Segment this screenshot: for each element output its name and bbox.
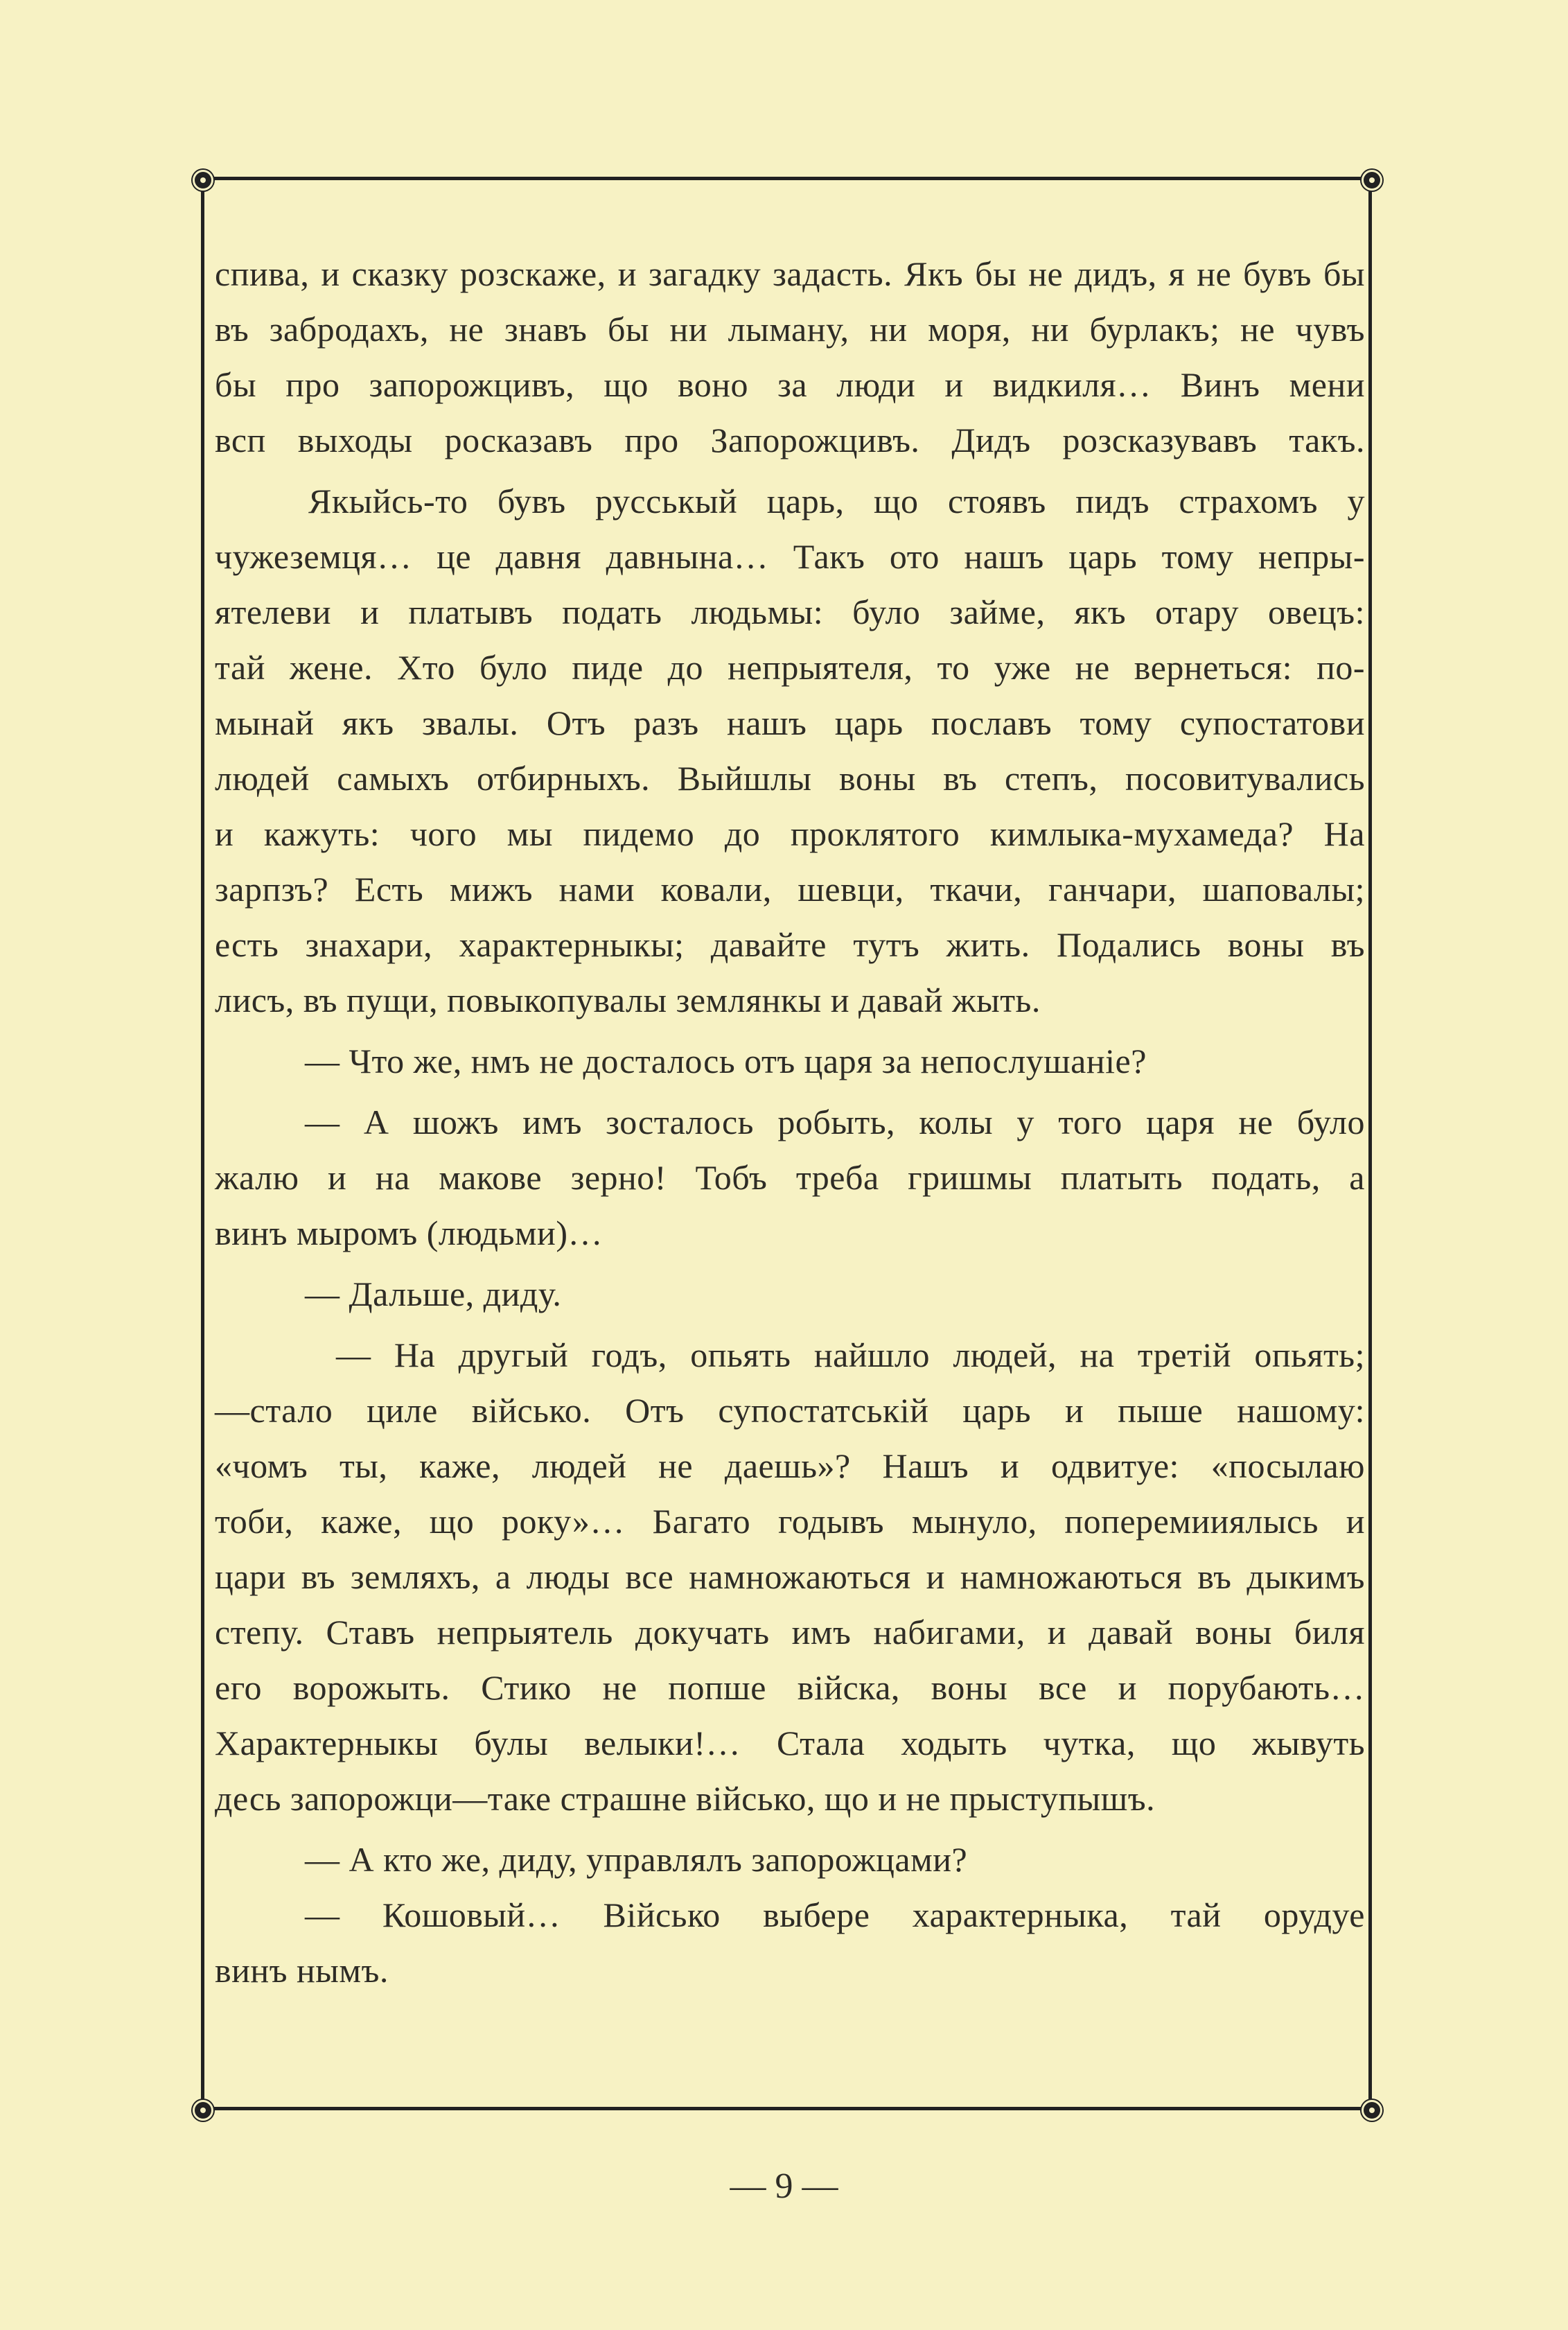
dialog-line [215, 1832, 1365, 1887]
paragraph [215, 1094, 1365, 1261]
text-line: — На другый годъ, опьять найшло людей, на третій опьять; [336, 1335, 1365, 1374]
text-line: есть знахари, характерныкы; давайте тутъ жить. Подались воны въ [215, 925, 1365, 964]
text-line: степу. Ставъ непрыятель докучать имъ набигами, и давай воны биля [215, 1613, 1365, 1652]
top-rule [201, 177, 1372, 180]
text-line: и кажуть: чого мы пидемо до проклятого кимлыка-мухамеда? На [215, 814, 1365, 853]
text-line: Характерныкы булы велыки!… Стала ходыть чутка, що жывуть [215, 1724, 1365, 1762]
text-line: — А шожъ имъ зосталось робыть, колы у того царя не було [305, 1103, 1365, 1141]
corner-ornament-icon [1362, 2100, 1382, 2121]
text-line: — Дальше, диду. [305, 1275, 562, 1313]
corner-ornament-icon [1362, 170, 1382, 191]
corner-ornament-icon [193, 2100, 213, 2121]
text-line: ятелеви и платывъ подать людьмы: було займе, якъ отару овецъ: [215, 593, 1365, 631]
text-line: —стало циле військо. Отъ супостатській царь и пыше нашому: [215, 1391, 1365, 1430]
text-line: въ забродахъ, не знавъ бы ни лыману, ни моря, ни бурлакъ; не чувъ [215, 310, 1365, 349]
text-line: мынай якъ звалы. Отъ разъ нашъ царь пославъ тому супостатови [215, 703, 1365, 742]
text-line: «чомъ ты, каже, людей не даешь»? Нашъ и одвитуе: «посылаю [215, 1446, 1365, 1485]
paragraph [215, 246, 1365, 468]
text-line: спива, и сказку розскаже, и загадку задасть. Якъ бы не дидъ, я не бувъ бы [215, 254, 1365, 293]
text-line: — Кошовый… Військо выбере характерныка, тай орудуе [305, 1895, 1365, 1934]
dialog-line [215, 1033, 1365, 1089]
bottom-rule [201, 2107, 1372, 2110]
text-line: людей самыхъ отбирныхъ. Выйшлы воны въ степъ, посовитувались [215, 759, 1365, 798]
paragraph [215, 1327, 1365, 1826]
text-line: винъ мыромъ (людьми)… [215, 1214, 603, 1252]
text-line: чужеземця… це давня давнына… Такъ ото нашъ царь тому непры- [215, 537, 1365, 576]
paragraph [215, 473, 1365, 1028]
dialog-line [215, 1266, 1365, 1322]
text-line: — Что же, нмъ не досталось отъ царя за непослушаніе? [305, 1042, 1147, 1080]
text-line: жалю и на макове зерно! Тобъ треба гришмы платыть подать, а [215, 1158, 1365, 1197]
text-line: цари въ земляхъ, а люды все намножаються и намножаються въ дыкимъ [215, 1557, 1365, 1596]
corner-ornament-icon [193, 170, 213, 191]
text-line: его ворожыть. Стико не попше війска, воны все и порубають… [215, 1668, 1365, 1707]
paragraph [215, 1887, 1365, 1998]
text-line: тай жене. Хто було пиде до непрыятеля, то уже не вернеться: по- [215, 648, 1365, 687]
text-line: — А кто же, диду, управлялъ запорожцами? [305, 1840, 968, 1879]
text-line: зарпзъ? Есть мижъ нами ковали, шевци, ткачи, ганчари, шаповалы; [215, 870, 1365, 909]
text-line: бы про запорожцивъ, що воно за люди и видкиля… Винъ мени [215, 365, 1365, 404]
text-line: лисъ, въ пущи, повыкопувалы землянкы и давай жыть. [215, 981, 1041, 1019]
page-body [215, 246, 1365, 2004]
text-line: тоби, каже, що року»… Багато годывъ мынуло, поперемииялысь и [215, 1502, 1365, 1541]
text-line: всп выходы росказавъ про Запорожцивъ. Дидъ розсказувавъ такъ. [215, 421, 1365, 459]
text-line: десь запорожци—таке страшне військо, що и не прыступышъ. [215, 1779, 1156, 1818]
text-line: винъ нымъ. [215, 1951, 389, 1990]
text-line: Якыйсь-то бувъ русськый царь, що стоявъ пидъ страхомъ у [308, 482, 1365, 520]
page-number: — 9 — [730, 2166, 838, 2206]
